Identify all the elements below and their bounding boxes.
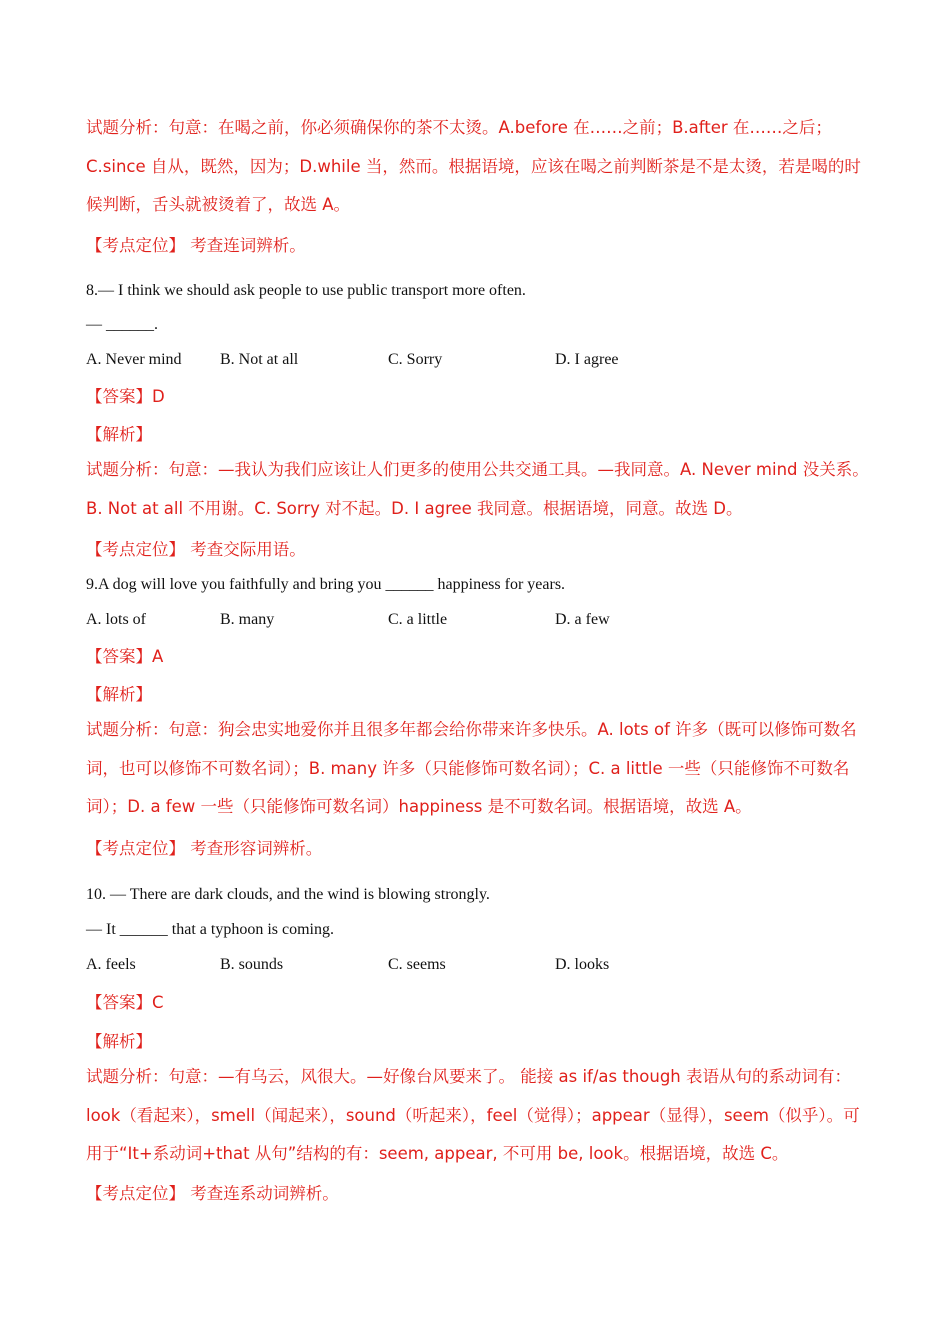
q10-answer: 【答案】C — [86, 993, 164, 1012]
q8-option-c: C. Sorry — [388, 351, 443, 368]
q8-option-b: B. Not at all — [220, 351, 299, 368]
q10-analysis: 试题分析：句意：—有乌云，风很大。—好像台风要来了。 能接 as if/as though 表语从句的系动词有：look（看起来），smell（闻起来），sound（听起来），feel（觉得）；appear（显得），seem（似乎）。可用于“It+系动词+that 从句”结构的有：seem, appear, 不可用 be, look。根据语境，故选 C。 — [86, 1067, 860, 1163]
q8-answer: 【答案】D — [86, 387, 165, 406]
q10-option-c: C. seems — [388, 956, 446, 973]
q10-stem: 10. — There are dark clouds, and the wind is blowing strongly. — [86, 886, 490, 903]
q8-stem: 8.— I think we should ask people to use public transport more often. — [86, 282, 526, 299]
q7-analysis: 试题分析：句意：在喝之前，你必须确保你的茶不太烫。A.before 在……之前；B.after 在……之后；C.since 自从，既然，因为；D.while 当，然而。根据语境，应该在喝之前判断茶是不是太烫，若是喝的时候判断，舌头就被烫着了，故选 A。 — [86, 118, 861, 214]
q10-option-a: A. feels — [86, 956, 136, 973]
q10-option-d: D. looks — [555, 956, 610, 973]
q8-option-a: A. Never mind — [86, 351, 182, 368]
q9-option-d: D. a few — [555, 611, 610, 628]
q8-analysis-label: 【解析】 — [86, 425, 152, 444]
q8-option-d: D. I agree — [555, 351, 619, 368]
q10-option-b: B. sounds — [220, 956, 284, 973]
q9-option-b: B. many — [220, 611, 275, 628]
q9-answer: 【答案】A — [86, 647, 164, 666]
q10-point: 【考点定位】 考查连系动词辨析。 — [86, 1184, 339, 1203]
q9-point: 【考点定位】 考查形容词辨析。 — [86, 839, 323, 858]
q8-analysis: 试题分析：句意：—我认为我们应该让人们更多的使用公共交通工具。—我同意。A. Never mind 没关系。B. Not at all 不用谢。C. Sorry 对不起。D. I agree 我同意。根据语境，同意。故选 D。 — [86, 460, 869, 518]
q10-reply: — It ______ that a typhoon is coming. — [86, 921, 334, 938]
q10-analysis-label: 【解析】 — [86, 1032, 152, 1051]
q8-point: 【考点定位】 考查交际用语。 — [86, 540, 306, 559]
q7-point: 【考点定位】 考查连词辨析。 — [86, 236, 306, 255]
q9-analysis-label: 【解析】 — [86, 685, 152, 704]
q9-stem: 9.A dog will love you faithfully and bring you ______ happiness for years. — [86, 576, 566, 593]
q9-option-a: A. lots of — [86, 611, 146, 628]
q8-reply: — ______. — [86, 316, 158, 333]
q9-option-c: C. a little — [388, 611, 448, 628]
q9-analysis: 试题分析：句意：狗会忠实地爱你并且很多年都会给你带来许多快乐。A. lots of 许多（既可以修饰可数名词，也可以修饰不可数名词）；B. many 许多（只能修饰可数名词）；C. a little 一些（只能修饰不可数名词）；D. a few 一些（只能修饰可数名词）happiness 是不可数名词。根据语境，故选 A。 — [86, 720, 857, 816]
